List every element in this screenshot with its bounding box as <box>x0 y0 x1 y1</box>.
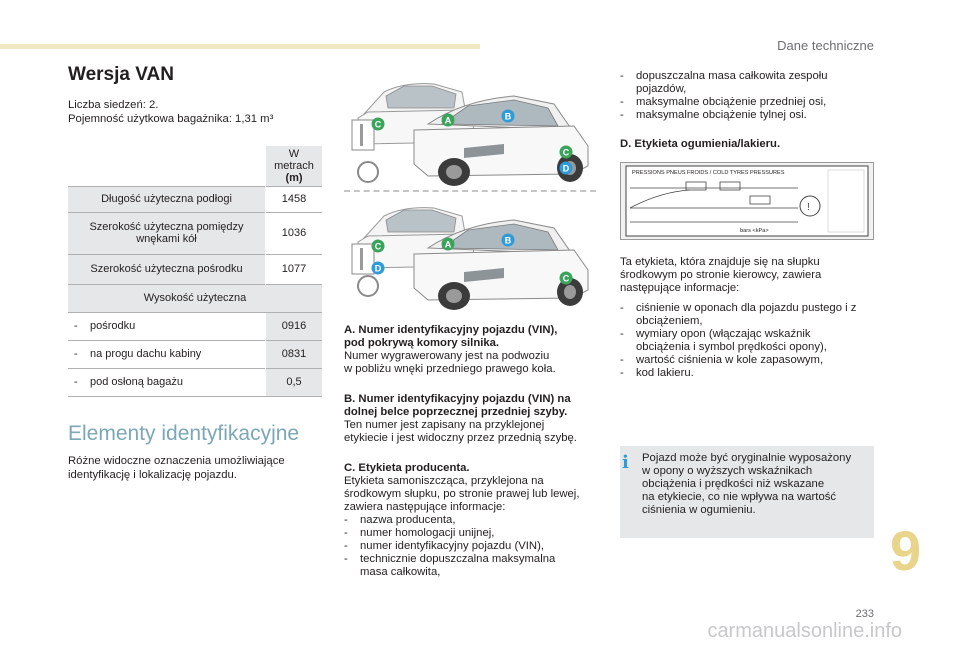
info-text-5: ciśnienia w ogumieniu. <box>642 504 756 516</box>
marker-c-3 <box>372 240 385 253</box>
tyre-text-3: następujące informacje: <box>620 282 740 294</box>
marker-a-2 <box>442 238 455 251</box>
list-item: - wartość ciśnienia w kole zapasowym, <box>620 354 824 366</box>
section-b-text-1: Ten numer jest zapisany na przyklejonej <box>344 419 545 431</box>
section-b-title-1: B. Numer identyfikacyjny pojazdu (VIN) na <box>344 393 571 405</box>
info-text-4: na etykiecie, co nie wpływa na wartość <box>642 491 837 503</box>
svg-text:!: ! <box>807 202 810 213</box>
header-accent-bar <box>0 44 480 49</box>
chapter-number: 9 <box>890 519 922 582</box>
info-icon: i <box>622 452 629 473</box>
svg-text:C: C <box>374 241 382 252</box>
table-row: Długość użyteczna podłogi 1458 <box>68 186 322 212</box>
identification-title: Elementy identyfikacyjne <box>68 422 300 445</box>
van-title: Wersja VAN <box>68 64 174 85</box>
marker-c-2 <box>560 146 573 159</box>
identification-intro-1: Różne widoczne oznaczenia umożliwiające <box>68 455 285 467</box>
marker-c-1 <box>372 118 385 131</box>
table-row: Szerokość użyteczna pośrodku 1077 <box>68 254 322 284</box>
identification-intro-2: identyfikację i lokalizację pojazdu. <box>68 469 237 481</box>
table-row: - pod osłoną bagażu 0,5 <box>68 368 322 396</box>
car-illustration-bottom <box>344 198 596 314</box>
section-a-text-2: w pobliżu wnęki przedniego prawego koła. <box>344 363 556 375</box>
list-item: - numer homologacji unijnej, <box>344 527 495 539</box>
marker-c-4 <box>560 272 573 285</box>
svg-text:D: D <box>374 263 382 274</box>
van-volume: Pojemność użytkowa bagażnika: 1,31 m³ <box>68 113 274 125</box>
list-item-continuation: obciążeniem, <box>636 315 703 327</box>
section-c-text-3: zawiera następujące informacje: <box>344 501 506 513</box>
page-number: 233 <box>855 608 874 620</box>
section-b-text-2: etykiecie i jest widoczny przez przednią szybę. <box>344 432 577 444</box>
table-row: - pośrodku 0916 <box>68 312 322 340</box>
list-item-continuation: obciążenia i symbol prędkości opony), <box>636 341 827 353</box>
list-item: - maksymalne obciążenie tylnej osi. <box>620 109 807 121</box>
svg-text:B: B <box>504 235 512 246</box>
van-seats: Liczba siedzeń: 2. <box>68 99 159 111</box>
section-d-title: D. Etykieta ogumienia/lakieru. <box>620 138 781 150</box>
list-item: - dopuszczalna masa całkowita zespołu <box>620 70 828 82</box>
list-item: - ciśnienie w oponach dla pojazdu pustego i z <box>620 302 857 314</box>
tyre-text-1: Ta etykieta, która znajduje się na słupku <box>620 256 820 268</box>
section-a-text-1: Numer wygrawerowany jest na podwoziu <box>344 350 550 362</box>
list-item: - numer identyfikacyjny pojazdu (VIN), <box>344 540 544 552</box>
section-header: Dane techniczne <box>777 38 874 53</box>
table-section-row: Wysokość użyteczna <box>68 284 322 312</box>
section-c-text-2: środkowym słupku, po stronie prawej lub lewej, <box>344 488 580 500</box>
svg-text:PRESSIONS PNEUS FROIDS / COLD: PRESSIONS PNEUS FROIDS / COLD TYRES PRESSURES <box>632 170 785 176</box>
svg-text:A: A <box>444 239 452 250</box>
svg-text:C: C <box>562 147 570 158</box>
marker-a-1 <box>442 114 455 127</box>
list-item: - nazwa producenta, <box>344 514 456 526</box>
svg-text:D: D <box>562 163 570 174</box>
dimensions-table <box>68 146 322 397</box>
section-a-title-1: A. Numer identyfikacyjny pojazdu (VIN), <box>344 324 558 336</box>
marker-d-2 <box>372 262 385 275</box>
list-item: - wymiary opon (włączając wskaźnik <box>620 328 811 340</box>
info-text-1: Pojazd może być oryginalnie wyposażony <box>642 452 852 464</box>
svg-text:B: B <box>504 111 512 122</box>
svg-text:C: C <box>562 273 570 284</box>
marker-b-2 <box>502 234 515 247</box>
watermark: carmanualsonline.info <box>707 620 902 642</box>
svg-text:A: A <box>444 115 452 126</box>
list-item-continuation: pojazdów, <box>636 83 687 95</box>
section-c-title: C. Etykieta producenta. <box>344 462 470 474</box>
marker-b-1 <box>502 110 515 123</box>
list-item-continuation: masa całkowita, <box>360 566 441 578</box>
info-text-2: w opony o wyższych wskaźnikach <box>642 465 813 477</box>
section-c-text-1: Etykieta samoniszcząca, przyklejona na <box>344 475 544 487</box>
table-row: - na progu dachu kabiny 0831 <box>68 340 322 368</box>
list-item: - kod lakieru. <box>620 367 694 379</box>
table-row: Szerokość użyteczna pomiędzy wnękami kół 1036 <box>68 212 322 254</box>
illustration-separator <box>344 190 596 192</box>
tyre-pressure-label <box>620 162 874 240</box>
marker-d-1 <box>560 162 573 175</box>
unit-header: W metrach (m) <box>266 146 323 186</box>
section-b-title-2: dolnej belce poprzecznej przedniej szyby. <box>344 406 568 418</box>
tyre-text-2: środkowym po stronie kierowcy, zawiera <box>620 269 822 281</box>
svg-text:C: C <box>374 119 382 130</box>
car-illustration-top <box>344 74 596 190</box>
list-item: - technicznie dopuszczalna maksymalna <box>344 553 556 565</box>
table-header-row <box>68 146 322 186</box>
section-a-title-2: pod pokrywą komory silnika. <box>344 337 500 349</box>
list-item: - maksymalne obciążenie przedniej osi, <box>620 96 827 108</box>
svg-text:bars <kPa>: bars <kPa> <box>740 228 769 234</box>
info-text-3: obciążenia i prędkości niż wskazane <box>642 478 825 490</box>
